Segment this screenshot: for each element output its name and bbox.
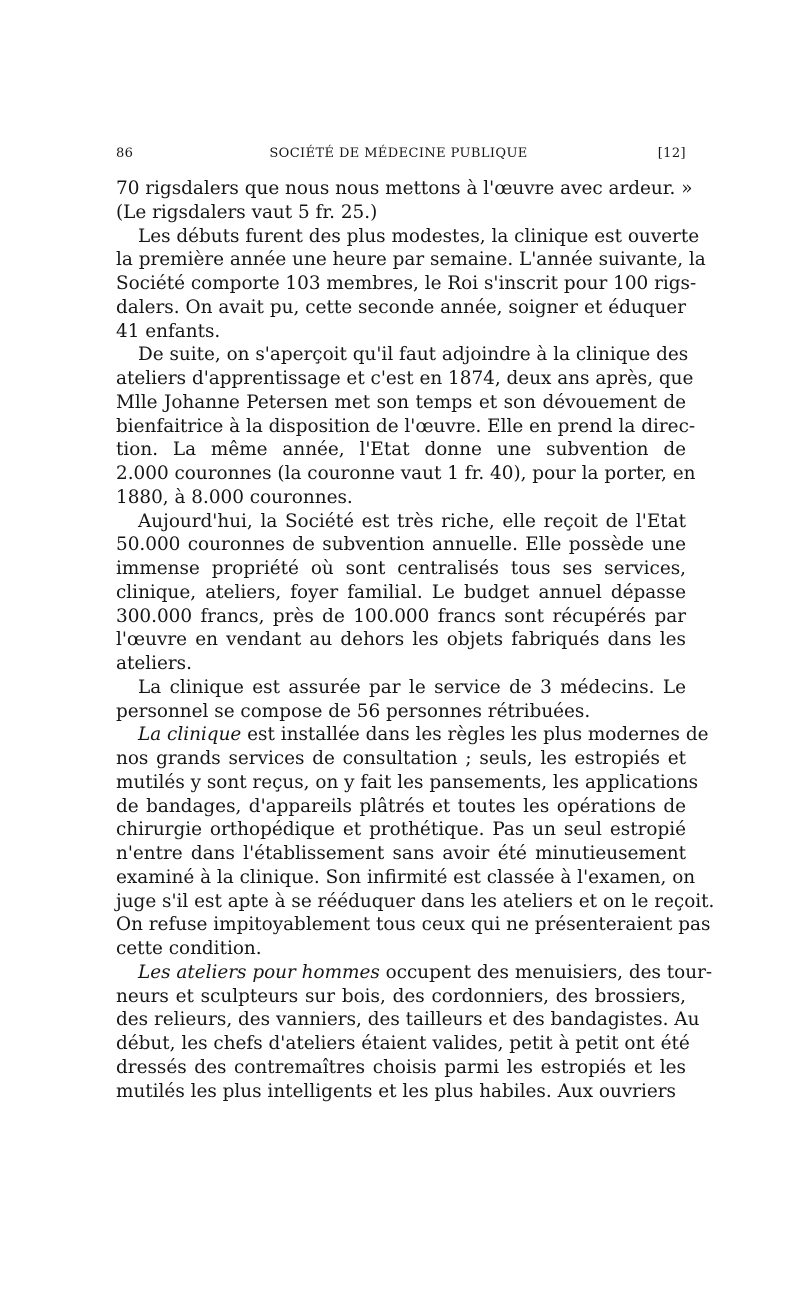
text-line bbox=[116, 225, 700, 249]
text-line bbox=[116, 557, 686, 581]
text-line bbox=[116, 367, 694, 391]
text-line bbox=[116, 1056, 686, 1080]
body-text bbox=[116, 177, 715, 1103]
paragraph bbox=[116, 961, 713, 1104]
line-text: neurs et sculpteurs sur bois, des cordonniers, des brossiers, bbox=[116, 985, 686, 1007]
text-line bbox=[116, 438, 686, 462]
text-line bbox=[116, 320, 686, 344]
text-line bbox=[116, 676, 686, 700]
line-text: nos grands services de consultation ; seuls, les estropiés et bbox=[116, 748, 686, 769]
text-line bbox=[116, 605, 686, 629]
line-text: examiné à la clinique. Son infirmité est classée à l'examen, on bbox=[116, 866, 696, 888]
line-text: bienfaitrice à la disposition de l'œuvre. Elle en prend la direc- bbox=[116, 415, 696, 437]
line-text: mutilés y sont reçus, on y fait les pansements, les applications bbox=[116, 771, 699, 793]
line-text: clinique, ateliers, foyer familial. Le budget annuel dépasse bbox=[116, 581, 686, 603]
line-text: On refuse impitoyablement tous ceux qui ne présenteraient pas bbox=[116, 914, 711, 936]
paragraph bbox=[116, 510, 686, 676]
text-line bbox=[116, 961, 713, 985]
text-line bbox=[116, 842, 686, 866]
line-text: cette condition. bbox=[116, 938, 262, 959]
line-text: 70 rigsdalers que nous nous mettons à l'œuvre avec ardeur. » bbox=[116, 178, 693, 199]
line-text: personnel se compose de 56 personnes rétribuées. bbox=[116, 700, 591, 722]
line-text: l'œuvre en vendant au dehors les objets fabriqués dans les bbox=[116, 629, 686, 651]
line-text: 2.000 couronnes (la couronne vaut 1 fr. 40), pour la porter, en bbox=[116, 463, 696, 484]
line-text: dalers. On avait pu, cette seconde année, soigner et éduquer bbox=[116, 296, 686, 318]
italic-lead: La clinique bbox=[138, 724, 242, 746]
text-line bbox=[116, 1032, 690, 1056]
text-line bbox=[116, 248, 706, 272]
line-text: de bandages, d'appareils plâtrés et toutes les opérations de bbox=[116, 795, 686, 817]
text-line bbox=[116, 533, 686, 557]
text-line bbox=[116, 272, 697, 296]
text-line bbox=[116, 985, 686, 1009]
page-number: 86 bbox=[116, 146, 134, 161]
text-line bbox=[116, 510, 686, 534]
line-text: chirurgie orthopédique et prothétique. Pas un seul estropié bbox=[116, 819, 686, 841]
line-text: tion. La même année, l'Etat donne une subvention de bbox=[116, 439, 686, 461]
line-text: n'entre dans l'établissement sans avoir été minutieusement bbox=[116, 843, 686, 864]
running-header bbox=[116, 146, 686, 161]
text-line bbox=[116, 415, 696, 439]
text-line bbox=[116, 913, 711, 937]
line-text: début, les chefs d'ateliers étaient valides, petit à petit ont été bbox=[116, 1033, 690, 1054]
line-text: (Le rigsdalers vaut 5 fr. 25.) bbox=[116, 201, 378, 223]
paragraph bbox=[116, 177, 693, 225]
line-text: dressés des contremaîtres choisis parmi les estropiés et les bbox=[116, 1056, 686, 1078]
text-line bbox=[116, 1008, 700, 1032]
text-line bbox=[116, 462, 696, 486]
text-line bbox=[116, 581, 686, 605]
text-line bbox=[116, 652, 686, 676]
text-line bbox=[116, 628, 686, 652]
text-line bbox=[116, 201, 686, 225]
text-line bbox=[116, 723, 709, 747]
line-text: immense propriété où sont centralisés tous ses services, bbox=[116, 558, 686, 579]
text-line bbox=[116, 177, 693, 201]
line-text: ateliers. bbox=[116, 653, 192, 674]
line-text: 1880, à 8.000 couronnes. bbox=[116, 486, 353, 508]
line-text: De suite, on s'aperçoit qu'il faut adjoindre à la clinique des bbox=[138, 344, 689, 366]
line-text: 300.000 francs, près de 100.000 francs sont récupérés par bbox=[116, 605, 686, 627]
text-line bbox=[116, 296, 686, 320]
line-text: mutilés les plus intelligents et les plus habiles. Aux ouvriers bbox=[116, 1080, 676, 1102]
line-text: ateliers d'apprentissage et c'est en 1874, deux ans après, que bbox=[116, 368, 694, 389]
text-line bbox=[116, 866, 696, 890]
text-line bbox=[116, 937, 686, 961]
line-text: occupent des menuisiers, des tour- bbox=[379, 961, 713, 983]
running-title: SOCIÉTÉ DE MÉDECINE PUBLIQUE bbox=[269, 146, 528, 161]
line-text: La clinique est assurée par le service de 3 médecins. Le bbox=[138, 676, 686, 698]
line-text: Société comporte 103 membres, le Roi s'inscrit pour 100 rigs- bbox=[116, 273, 697, 294]
line-text: la première année une heure par semaine. L'année suivante, la bbox=[116, 249, 706, 271]
text-line bbox=[116, 747, 686, 771]
paragraph bbox=[116, 225, 706, 344]
document-page bbox=[116, 146, 715, 1103]
line-text: juge s'il est apte à se rééduquer dans les ateliers et on le reçoit. bbox=[116, 890, 715, 912]
paragraph bbox=[116, 343, 696, 509]
line-text: 50.000 couronnes de subvention annuelle. Elle possède une bbox=[116, 534, 686, 556]
line-text: Aujourd'hui, la Société est très riche, elle reçoit de l'Etat bbox=[138, 510, 686, 532]
text-line bbox=[116, 795, 686, 819]
line-text: 41 enfants. bbox=[116, 320, 221, 342]
text-line bbox=[116, 486, 686, 510]
line-text: est installée dans les règles les plus modernes de bbox=[241, 724, 709, 746]
line-text: Les débuts furent des plus modestes, la clinique est ouverte bbox=[138, 225, 700, 247]
paragraph bbox=[116, 723, 715, 961]
paragraph bbox=[116, 676, 686, 724]
text-line bbox=[116, 700, 686, 724]
text-line bbox=[116, 818, 686, 842]
text-line bbox=[116, 1080, 686, 1104]
bracket-number: [12] bbox=[657, 146, 686, 161]
text-line bbox=[116, 391, 686, 415]
text-line bbox=[116, 890, 715, 914]
text-line bbox=[116, 771, 699, 795]
text-line bbox=[116, 343, 689, 367]
line-text: des relieurs, des vanniers, des tailleurs et des bandagistes. Au bbox=[116, 1009, 700, 1031]
italic-lead: Les ateliers pour hommes bbox=[138, 961, 380, 983]
line-text: Mlle Johanne Petersen met son temps et son dévouement de bbox=[116, 391, 686, 413]
